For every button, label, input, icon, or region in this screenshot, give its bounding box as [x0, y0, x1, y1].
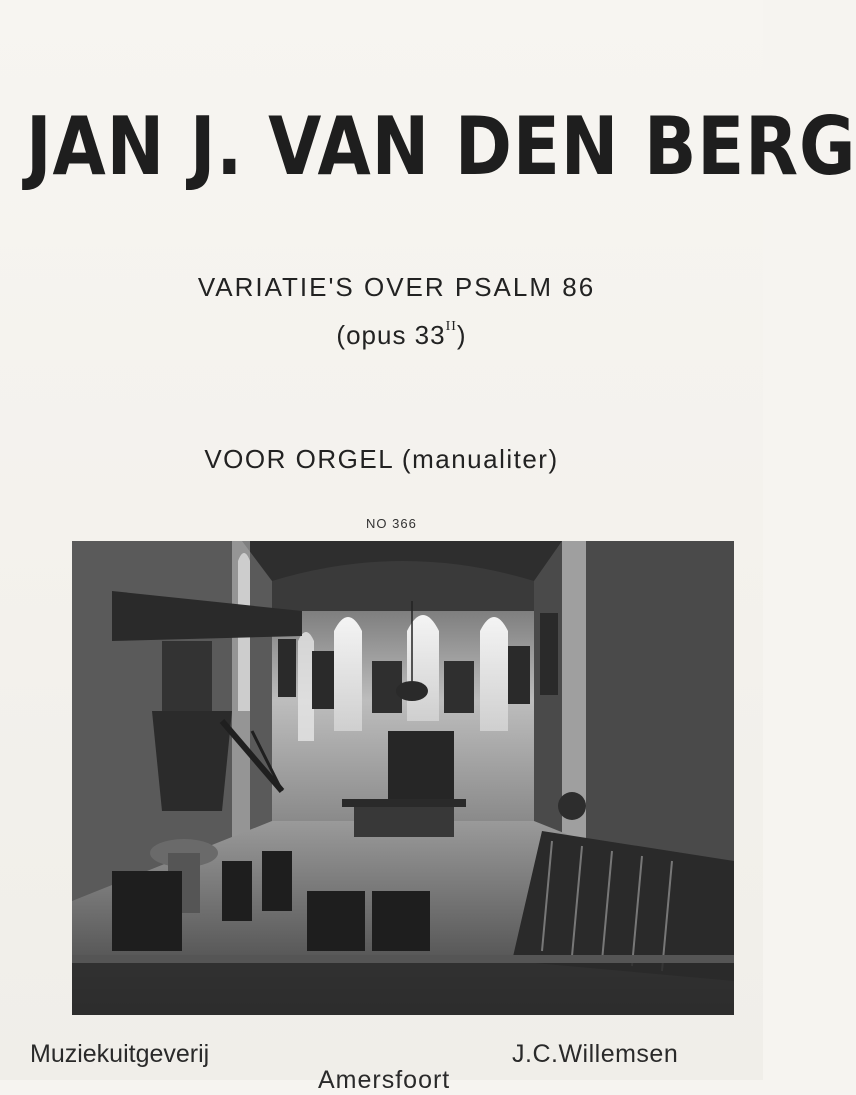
- opus-superscript: II: [445, 319, 457, 335]
- instrumentation: VOOR ORGEL (manualiter): [204, 444, 559, 474]
- composer-name: JAN J. VAN DEN BERG: [26, 100, 856, 193]
- publisher-label: Muziekuitgeverij: [30, 1040, 210, 1068]
- opus-number: [0, 320, 763, 351]
- church-interior-illustration: [72, 541, 734, 1015]
- opus-prefix: (opus 33: [336, 320, 446, 350]
- catalog-number: NO 366: [366, 516, 417, 531]
- church-interior-photo: [72, 541, 734, 1015]
- publisher-name: J.C.Willemsen: [512, 1040, 679, 1068]
- work-title: VARIATIE'S OVER PSALM 86: [197, 272, 596, 302]
- publisher-city: Amersfoort: [318, 1066, 451, 1094]
- opus-suffix: ): [456, 320, 467, 350]
